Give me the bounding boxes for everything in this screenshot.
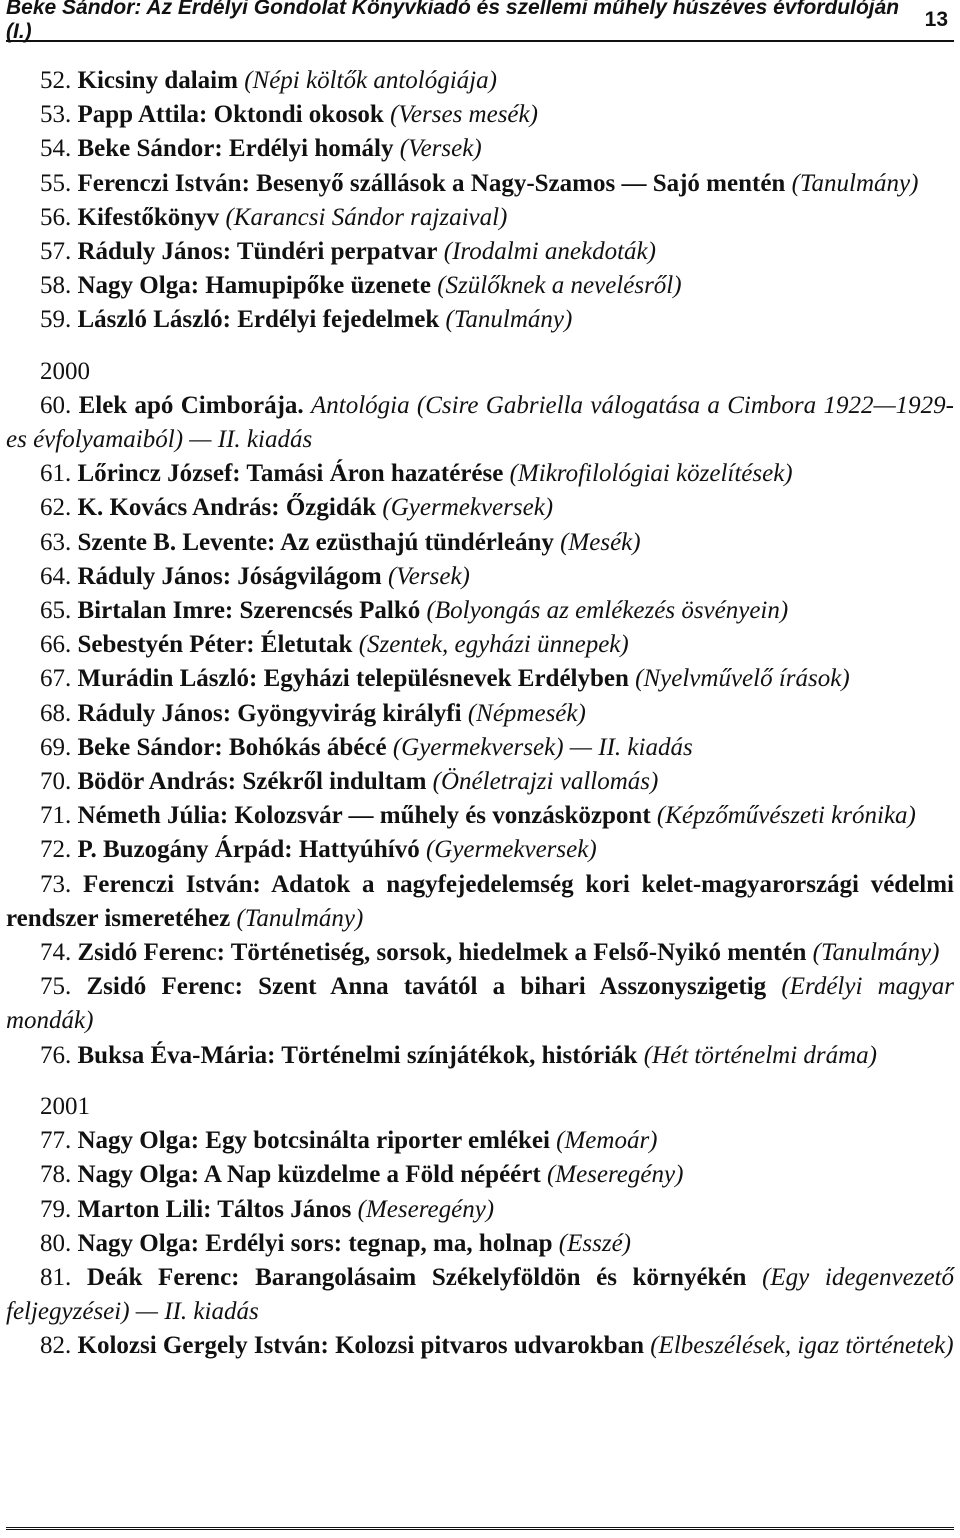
item-number: 55. [40,169,72,197]
item-title: Németh Júlia: Kolozsvár — műhely és vonzásközpont [77,802,651,830]
list-item [6,697,954,731]
list-item [6,868,954,936]
item-number: 62. [40,494,72,522]
list-item [6,201,954,235]
list-item [6,765,954,799]
item-number: 57. [40,238,72,266]
item-title: Murádin László: Egyházi településnevek Erdélyben [77,665,629,693]
list-item [6,799,954,833]
list-item [6,1227,954,1261]
list-item [6,1039,954,1073]
item-title: Kifestőkönyv [77,203,220,231]
item-title: Marton Lili: Táltos János [77,1195,352,1223]
item-subtitle: (Gyermekversek) [382,494,554,522]
item-number: 72. [40,836,72,864]
item-subtitle: (Népi költők antológiája) [244,67,497,94]
item-title: K. Kovács András: Őzgidák [77,494,377,522]
list-item [6,235,954,269]
item-title: Beke Sándor: Erdélyi homály [77,135,394,163]
footer-rule [6,1527,954,1530]
item-title: Ráduly János: Gyöngyvirág királyfi [77,699,462,727]
item-title: Nagy Olga: Hamupipőke üzenete [77,272,431,300]
item-subtitle: (Bolyongás az emlékezés ösvényein) [426,597,789,625]
item-title: Bödör András: Székről indultam [77,768,427,796]
list-item [6,833,954,867]
item-title: Buksa Éva-Mária: Történelmi színjátékok, históriák [77,1041,638,1069]
list-item [6,594,954,628]
item-number: 59. [40,306,72,334]
list-item [6,662,954,696]
list-item [6,389,954,457]
item-subtitle: (Mesék) [560,528,641,556]
item-number: 81. [40,1263,72,1291]
item-number: 63. [40,528,72,556]
item-subtitle: (Esszé) [558,1229,631,1257]
item-number: 60. [40,391,72,419]
item-number: 79. [40,1195,72,1223]
item-subtitle: (Képzőművészeti krónika) [656,802,916,830]
page-number: 13 [924,8,948,31]
list-item [6,98,954,132]
item-subtitle: (Tanulmány) [445,306,573,334]
item-number: 80. [40,1229,72,1257]
list-item [6,491,954,525]
item-title: Beke Sándor: Bohókás ábécé [77,733,387,761]
item-subtitle: Antológia (Csire Gabriella válogatása a Cimbora 1922—1929-es évfolyamaiból) — II. kiadás [6,391,954,454]
year-heading-2001: 2001 [40,1092,90,1120]
item-subtitle: (Meseregény) [357,1195,495,1223]
spacer [6,1073,954,1090]
item-title: P. Buzogány Árpád: Hattyúhívó [77,836,420,864]
item-title: Zsidó Ferenc: Szent Anna tavától a bihari Asszonyszigetig [86,973,767,1001]
list-block-2001 [6,1124,954,1363]
header-title: Beke Sándor: Az Erdélyi Gondolat Könyvkiadó és szellemi műhely húszéves évfordulóján (I.) [6,0,900,43]
item-subtitle: (Nyelvművelő írások) [635,665,850,693]
list-item [6,132,954,166]
item-number: 58. [40,272,72,300]
item-number: 53. [40,101,72,129]
item-subtitle: (Népmesék) [467,699,586,727]
list-item [6,457,954,491]
item-number: 68. [40,699,72,727]
item-title: Birtalan Imre: Szerencsés Palkó [77,597,421,625]
item-subtitle: (Meseregény) [546,1161,684,1189]
item-title: Nagy Olga: Erdélyi sors: tegnap, ma, holnap [77,1229,553,1257]
item-number: 56. [40,203,72,231]
book-list [6,42,954,1364]
item-subtitle: (Tanulmány) [236,904,364,932]
item-subtitle: (Memoár) [556,1127,658,1155]
item-number: 82. [40,1332,72,1360]
item-title: László László: Erdélyi fejedelmek [77,306,440,334]
list-block-1999 [6,64,954,338]
list-item [6,1261,954,1329]
list-item [6,970,954,1038]
item-subtitle: (Tanulmány) [791,169,919,197]
item-subtitle: (Hét történelmi dráma) [643,1041,878,1069]
item-title: Deák Ferenc: Barangolásaim Székelyföldön és környékén [86,1263,747,1291]
item-subtitle: (Elbeszélések, igaz történetek) [650,1332,954,1360]
item-title: Szente B. Levente: Az ezüsthajú tündérleány [77,528,554,556]
item-number: 76. [40,1041,72,1069]
item-subtitle: (Versek) [387,562,470,590]
spacer [6,338,954,355]
item-number: 54. [40,135,72,163]
item-subtitle: (Önéletrajzi vallomás) [432,768,659,796]
item-number: 61. [40,460,72,488]
list-block-2000 [6,389,954,1073]
item-title: Nagy Olga: A Nap küzdelme a Föld népéért [77,1161,541,1189]
item-title: Ráduly János: Jóságvilágom [77,562,382,590]
item-number: 74. [40,939,72,967]
item-number: 52. [40,67,72,94]
item-subtitle: (Gyermekversek) — II. kiadás [392,733,693,761]
item-subtitle: (Karancsi Sándor rajzaival) [225,203,508,231]
item-title: Sebestyén Péter: Életutak [77,631,353,659]
list-item [6,526,954,560]
list-item [6,64,954,98]
list-item [6,303,954,337]
item-subtitle: (Verses mesék) [390,101,538,129]
item-subtitle: (Versek) [399,135,482,163]
item-subtitle: (Egy idegenvezető feljegyzései) — II. kiadás [6,1263,954,1326]
item-number: 65. [40,597,72,625]
item-number: 67. [40,665,72,693]
list-item [6,167,954,201]
item-title: Zsidó Ferenc: Történetiség, sorsok, hiedelmek a Felső-Nyikó mentén [77,939,807,967]
list-item [6,1193,954,1227]
list-item [6,269,954,303]
running-header [6,0,954,42]
item-title: Kolozsi Gergely István: Kolozsi pitvaros udvarokban [77,1332,644,1360]
item-subtitle: (Szülőknek a nevelésről) [437,272,682,300]
item-number: 66. [40,631,72,659]
item-number: 70. [40,768,72,796]
item-number: 64. [40,562,72,590]
item-number: 78. [40,1161,72,1189]
list-item [6,1124,954,1158]
item-title: Elek apó Cimborája. [78,391,304,419]
list-item [6,731,954,765]
year-heading-2000: 2000 [40,357,90,385]
item-subtitle: (Szentek, egyházi ünnepek) [358,631,629,659]
item-number: 73. [40,870,72,898]
item-subtitle: (Irodalmi anekdoták) [443,238,656,266]
item-title: Papp Attila: Oktondi okosok [77,101,384,129]
list-item [6,1329,954,1363]
item-title: Nagy Olga: Egy botcsinálta riporter emlékei [77,1127,550,1155]
item-title: Ferenczi István: Besenyő szállások a Nagy-Szamos — Sajó mentén [77,169,786,197]
item-number: 77. [40,1127,72,1155]
item-title: Kicsiny dalaim [77,67,238,94]
list-item [6,1158,954,1192]
item-subtitle: (Mikrofilológiai közelítések) [509,460,793,488]
item-number: 69. [40,733,72,761]
item-subtitle: (Tanulmány) [812,939,940,967]
item-number: 71. [40,802,72,830]
item-subtitle: (Gyermekversek) [425,836,597,864]
item-title: Lőrincz József: Tamási Áron hazatérése [77,460,504,488]
item-number: 75. [40,973,72,1001]
item-title: Ráduly János: Tündéri perpatvar [77,238,438,266]
item-subtitle: (Erdélyi magyar mondák) [6,973,955,1035]
list-item [6,560,954,594]
list-item [6,936,954,970]
list-item [6,628,954,662]
item-title: Ferenczi István: Adatok a nagyfejedelemség kori kelet-magyarországi védelmi rendszer ismeretéhez [6,870,955,932]
